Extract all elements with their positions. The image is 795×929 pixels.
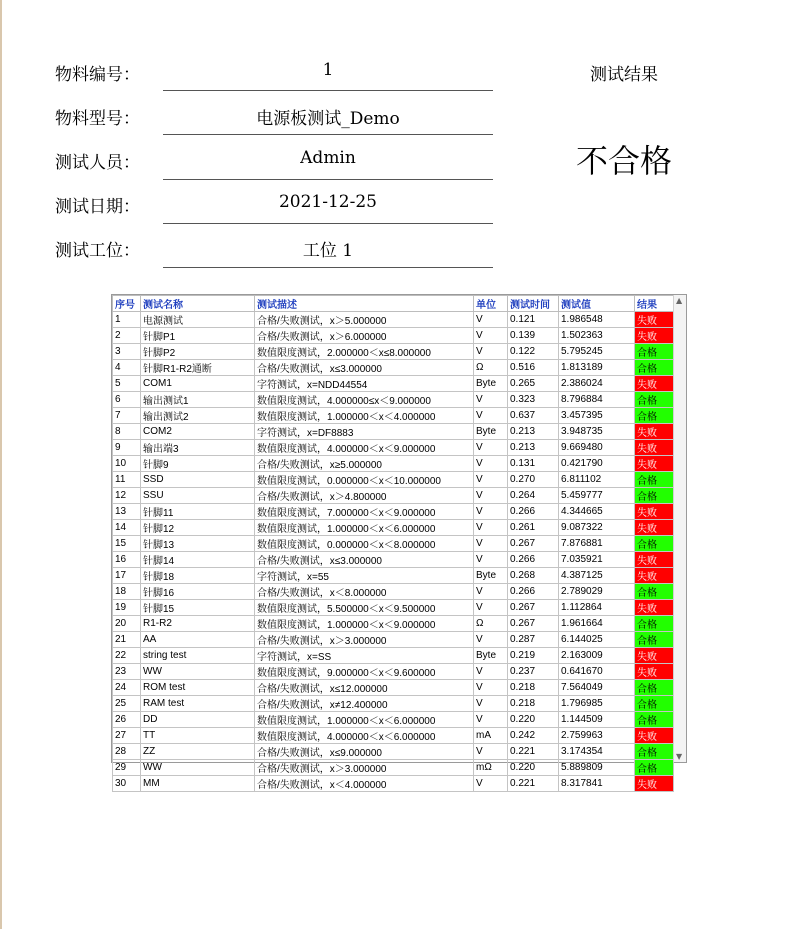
- cell-index: 2: [113, 328, 141, 344]
- cell-unit: V: [474, 664, 508, 680]
- cell-test-name: COM1: [141, 376, 255, 392]
- cell-result: 合格: [635, 584, 674, 600]
- table-row[interactable]: [113, 536, 674, 552]
- table-row[interactable]: [113, 632, 674, 648]
- table-row[interactable]: [113, 424, 674, 440]
- cell-result: 合格: [635, 680, 674, 696]
- cell-test-name: AA: [141, 632, 255, 648]
- results-table: [112, 295, 674, 792]
- cell-unit: Byte: [474, 424, 508, 440]
- table-row[interactable]: [113, 744, 674, 760]
- cell-description: 合格/失败测试，x≤12.000000: [255, 680, 474, 696]
- cell-value: 1.502363: [559, 328, 635, 344]
- cell-time: 0.221: [508, 744, 559, 760]
- cell-time: 0.218: [508, 696, 559, 712]
- table-row[interactable]: [113, 680, 674, 696]
- cell-description: 数值限度测试，1.000000＜x＜6.000000: [255, 712, 474, 728]
- material-no-value: 1: [322, 60, 334, 80]
- cell-time: 0.213: [508, 440, 559, 456]
- cell-value: 5.889809: [559, 760, 635, 776]
- cell-index: 28: [113, 744, 141, 760]
- cell-value: 4.387125: [559, 568, 635, 584]
- cell-result: 合格: [635, 760, 674, 776]
- cell-result: 失败: [635, 504, 674, 520]
- cell-unit: V: [474, 632, 508, 648]
- col-header-index[interactable]: 序号: [113, 296, 141, 312]
- cell-time: 0.121: [508, 312, 559, 328]
- table-row[interactable]: [113, 568, 674, 584]
- cell-time: 0.131: [508, 456, 559, 472]
- cell-result: 合格: [635, 488, 674, 504]
- cell-index: 18: [113, 584, 141, 600]
- cell-test-name: SSD: [141, 472, 255, 488]
- table-row[interactable]: [113, 456, 674, 472]
- cell-time: 0.267: [508, 616, 559, 632]
- table-row[interactable]: [113, 760, 674, 776]
- cell-time: 0.218: [508, 680, 559, 696]
- col-header-result[interactable]: 结果: [635, 296, 674, 312]
- cell-description: 合格/失败测试，x≤9.000000: [255, 744, 474, 760]
- cell-unit: V: [474, 776, 508, 792]
- cell-test-name: WW: [141, 760, 255, 776]
- cell-value: 2.163009: [559, 648, 635, 664]
- cell-test-name: RAM test: [141, 696, 255, 712]
- cell-result: 合格: [635, 344, 674, 360]
- cell-result: 失败: [635, 312, 674, 328]
- table-row[interactable]: [113, 584, 674, 600]
- cell-unit: V: [474, 680, 508, 696]
- cell-result: 合格: [635, 712, 674, 728]
- table-body: [113, 312, 674, 792]
- cell-time: 0.266: [508, 584, 559, 600]
- cell-result: 失败: [635, 664, 674, 680]
- cell-description: 合格/失败测试，x＞3.000000: [255, 760, 474, 776]
- cell-result: 失败: [635, 328, 674, 344]
- cell-test-name: 输出测试2: [141, 408, 255, 424]
- cell-index: 13: [113, 504, 141, 520]
- cell-value: 2.789029: [559, 584, 635, 600]
- cell-description: 数值限度测试，7.000000＜x＜9.000000: [255, 504, 474, 520]
- cell-description: 合格/失败测试，x＞3.000000: [255, 632, 474, 648]
- cell-value: 0.641670: [559, 664, 635, 680]
- test-date-label: 测试日期：: [55, 197, 140, 217]
- cell-description: 数值限度测试，0.000000＜x＜8.000000: [255, 536, 474, 552]
- cell-result: 失败: [635, 424, 674, 440]
- cell-time: 0.637: [508, 408, 559, 424]
- cell-index: 8: [113, 424, 141, 440]
- cell-value: 1.961664: [559, 616, 635, 632]
- cell-test-name: 针脚14: [141, 552, 255, 568]
- cell-unit: V: [474, 328, 508, 344]
- cell-unit: mΩ: [474, 760, 508, 776]
- cell-description: 字符测试，x=NDD44554: [255, 376, 474, 392]
- table-row[interactable]: [113, 312, 674, 328]
- cell-test-name: ZZ: [141, 744, 255, 760]
- cell-value: 9.669480: [559, 440, 635, 456]
- test-date-underline: [163, 223, 493, 224]
- cell-unit: V: [474, 392, 508, 408]
- cell-result: 合格: [635, 472, 674, 488]
- col-header-description[interactable]: 测试描述: [255, 296, 474, 312]
- cell-unit: V: [474, 696, 508, 712]
- material-model-label: 物料型号：: [55, 109, 140, 129]
- cell-time: 0.122: [508, 344, 559, 360]
- cell-test-name: ROM test: [141, 680, 255, 696]
- cell-description: 数值限度测试，4.000000＜x＜6.000000: [255, 728, 474, 744]
- cell-index: 14: [113, 520, 141, 536]
- cell-result: 失败: [635, 440, 674, 456]
- material-no-label: 物料编号：: [55, 65, 140, 85]
- cell-test-name: DD: [141, 712, 255, 728]
- cell-index: 3: [113, 344, 141, 360]
- table-row[interactable]: [113, 344, 674, 360]
- cell-value: 9.087322: [559, 520, 635, 536]
- cell-index: 11: [113, 472, 141, 488]
- cell-test-name: 针脚18: [141, 568, 255, 584]
- cell-value: 1.986548: [559, 312, 635, 328]
- cell-time: 0.264: [508, 488, 559, 504]
- cell-description: 数值限度测试，4.000000＜x＜9.000000: [255, 440, 474, 456]
- cell-time: 0.242: [508, 728, 559, 744]
- cell-unit: V: [474, 312, 508, 328]
- cell-index: 23: [113, 664, 141, 680]
- cell-index: 20: [113, 616, 141, 632]
- col-header-time[interactable]: 测试时间: [508, 296, 559, 312]
- cell-test-name: 针脚P1: [141, 328, 255, 344]
- table-row[interactable]: [113, 488, 674, 504]
- station-underline: [163, 267, 493, 268]
- cell-index: 12: [113, 488, 141, 504]
- cell-value: 0.421790: [559, 456, 635, 472]
- material-model-value: 电源板测试_Demo: [256, 109, 400, 129]
- cell-index: 9: [113, 440, 141, 456]
- cell-result: 失败: [635, 376, 674, 392]
- cell-index: 21: [113, 632, 141, 648]
- cell-description: 字符测试，x=SS: [255, 648, 474, 664]
- cell-result: 合格: [635, 696, 674, 712]
- test-result-value: 不合格: [575, 142, 672, 180]
- cell-time: 0.516: [508, 360, 559, 376]
- cell-test-name: 针脚16: [141, 584, 255, 600]
- cell-index: 4: [113, 360, 141, 376]
- cell-description: 数值限度测试，0.000000＜x＜10.000000: [255, 472, 474, 488]
- cell-index: 10: [113, 456, 141, 472]
- material-model-underline: [163, 134, 493, 135]
- cell-time: 0.265: [508, 376, 559, 392]
- tester-underline: [163, 179, 493, 180]
- cell-description: 数值限度测试，5.500000＜x＜9.500000: [255, 600, 474, 616]
- cell-index: 25: [113, 696, 141, 712]
- table-row[interactable]: [113, 376, 674, 392]
- cell-unit: V: [474, 552, 508, 568]
- cell-test-name: 针脚12: [141, 520, 255, 536]
- cell-index: 29: [113, 760, 141, 776]
- cell-time: 0.267: [508, 536, 559, 552]
- cell-description: 数值限度测试，1.000000＜x＜6.000000: [255, 520, 474, 536]
- cell-unit: Ω: [474, 360, 508, 376]
- cell-unit: V: [474, 536, 508, 552]
- cell-description: 合格/失败测试，x＜8.000000: [255, 584, 474, 600]
- cell-test-name: 针脚9: [141, 456, 255, 472]
- station-label: 测试工位：: [55, 241, 140, 261]
- scroll-down-icon[interactable]: ▼: [676, 752, 683, 761]
- table-row[interactable]: [113, 776, 674, 792]
- page-left-edge: [0, 0, 2, 929]
- table-row[interactable]: [113, 408, 674, 424]
- cell-index: 6: [113, 392, 141, 408]
- cell-unit: V: [474, 712, 508, 728]
- cell-value: 2.759963: [559, 728, 635, 744]
- cell-unit: mA: [474, 728, 508, 744]
- cell-result: 失败: [635, 728, 674, 744]
- tester-label: 测试人员：: [55, 153, 140, 173]
- cell-description: 数值限度测试，2.000000＜x≤8.000000: [255, 344, 474, 360]
- cell-value: 5.459777: [559, 488, 635, 504]
- cell-result: 失败: [635, 552, 674, 568]
- cell-value: 1.796985: [559, 696, 635, 712]
- cell-time: 0.219: [508, 648, 559, 664]
- cell-index: 7: [113, 408, 141, 424]
- cell-index: 30: [113, 776, 141, 792]
- cell-result: 失败: [635, 456, 674, 472]
- col-header-name[interactable]: 测试名称: [141, 296, 255, 312]
- cell-value: 1.112864: [559, 600, 635, 616]
- tester-value: Admin: [300, 148, 356, 168]
- cell-unit: V: [474, 584, 508, 600]
- cell-time: 0.139: [508, 328, 559, 344]
- cell-value: 7.035921: [559, 552, 635, 568]
- cell-unit: V: [474, 472, 508, 488]
- cell-test-name: 针脚R1-R2通断: [141, 360, 255, 376]
- table-row[interactable]: [113, 696, 674, 712]
- station-value: 工位 1: [302, 241, 354, 261]
- cell-unit: Byte: [474, 648, 508, 664]
- table-row[interactable]: [113, 552, 674, 568]
- cell-value: 8.317841: [559, 776, 635, 792]
- cell-unit: V: [474, 488, 508, 504]
- cell-value: 1.144509: [559, 712, 635, 728]
- cell-test-name: 针脚15: [141, 600, 255, 616]
- cell-result: 合格: [635, 360, 674, 376]
- table-row[interactable]: [113, 648, 674, 664]
- cell-time: 0.323: [508, 392, 559, 408]
- vertical-scrollbar[interactable]: [673, 295, 686, 762]
- cell-index: 27: [113, 728, 141, 744]
- cell-test-name: SSU: [141, 488, 255, 504]
- table-row[interactable]: [113, 712, 674, 728]
- cell-unit: V: [474, 344, 508, 360]
- cell-time: 0.237: [508, 664, 559, 680]
- table-header-row: [113, 296, 674, 312]
- table-row[interactable]: [113, 728, 674, 744]
- cell-test-name: 针脚13: [141, 536, 255, 552]
- cell-test-name: COM2: [141, 424, 255, 440]
- material-no-underline: [163, 90, 493, 91]
- cell-index: 1: [113, 312, 141, 328]
- table-row[interactable]: [113, 616, 674, 632]
- cell-time: 0.220: [508, 712, 559, 728]
- cell-test-name: MM: [141, 776, 255, 792]
- table-row[interactable]: [113, 600, 674, 616]
- cell-value: 7.564049: [559, 680, 635, 696]
- col-header-unit[interactable]: 单位: [474, 296, 508, 312]
- table-row[interactable]: [113, 504, 674, 520]
- cell-time: 0.270: [508, 472, 559, 488]
- cell-test-name: R1-R2: [141, 616, 255, 632]
- cell-unit: V: [474, 504, 508, 520]
- cell-description: 字符测试，x=DF8883: [255, 424, 474, 440]
- cell-unit: V: [474, 456, 508, 472]
- cell-value: 4.344665: [559, 504, 635, 520]
- cell-result: 合格: [635, 536, 674, 552]
- cell-result: 失败: [635, 520, 674, 536]
- cell-result: 失败: [635, 776, 674, 792]
- cell-description: 数值限度测试，1.000000＜x＜9.000000: [255, 616, 474, 632]
- cell-index: 17: [113, 568, 141, 584]
- cell-time: 0.267: [508, 600, 559, 616]
- table-row[interactable]: [113, 520, 674, 536]
- table-row[interactable]: [113, 360, 674, 376]
- cell-value: 6.811102: [559, 472, 635, 488]
- cell-description: 合格/失败测试，x＞4.800000: [255, 488, 474, 504]
- cell-index: 15: [113, 536, 141, 552]
- table-row[interactable]: [113, 392, 674, 408]
- results-grid[interactable]: [111, 294, 687, 791]
- cell-description: 合格/失败测试，x≠12.400000: [255, 696, 474, 712]
- cell-time: 0.266: [508, 504, 559, 520]
- cell-value: 2.386024: [559, 376, 635, 392]
- cell-result: 失败: [635, 568, 674, 584]
- cell-description: 合格/失败测试，x≤3.000000: [255, 552, 474, 568]
- cell-unit: Ω: [474, 616, 508, 632]
- cell-index: 22: [113, 648, 141, 664]
- cell-unit: V: [474, 408, 508, 424]
- cell-index: 5: [113, 376, 141, 392]
- cell-description: 数值限度测试，1.000000＜x＜4.000000: [255, 408, 474, 424]
- cell-description: 合格/失败测试，x≥5.000000: [255, 456, 474, 472]
- cell-result: 合格: [635, 408, 674, 424]
- cell-result: 失败: [635, 600, 674, 616]
- cell-value: 3.174354: [559, 744, 635, 760]
- cell-test-name: 针脚P2: [141, 344, 255, 360]
- cell-time: 0.266: [508, 552, 559, 568]
- col-header-value[interactable]: 测试值: [559, 296, 635, 312]
- cell-time: 0.221: [508, 776, 559, 792]
- cell-description: 合格/失败测试，x＜4.000000: [255, 776, 474, 792]
- cell-time: 0.220: [508, 760, 559, 776]
- cell-result: 合格: [635, 632, 674, 648]
- scroll-up-icon[interactable]: ▲: [676, 296, 683, 305]
- cell-test-name: TT: [141, 728, 255, 744]
- test-result-title: 测试结果: [590, 65, 658, 85]
- cell-test-name: 电源测试: [141, 312, 255, 328]
- cell-description: 字符测试，x=55: [255, 568, 474, 584]
- test-date-value: 2021-12-25: [278, 192, 377, 212]
- cell-index: 24: [113, 680, 141, 696]
- cell-time: 0.213: [508, 424, 559, 440]
- cell-time: 0.268: [508, 568, 559, 584]
- cell-description: 合格/失败测试，x＞5.000000: [255, 312, 474, 328]
- cell-unit: Byte: [474, 568, 508, 584]
- cell-result: 合格: [635, 744, 674, 760]
- cell-unit: V: [474, 600, 508, 616]
- cell-description: 数值限度测试，4.000000≤x＜9.000000: [255, 392, 474, 408]
- cell-index: 26: [113, 712, 141, 728]
- cell-test-name: string test: [141, 648, 255, 664]
- cell-unit: V: [474, 520, 508, 536]
- cell-time: 0.261: [508, 520, 559, 536]
- table-row[interactable]: [113, 440, 674, 456]
- cell-value: 6.144025: [559, 632, 635, 648]
- cell-description: 合格/失败测试，x＞6.000000: [255, 328, 474, 344]
- table-row[interactable]: [113, 328, 674, 344]
- cell-test-name: 输出端3: [141, 440, 255, 456]
- cell-description: 数值限度测试，9.000000＜x＜9.600000: [255, 664, 474, 680]
- cell-index: 19: [113, 600, 141, 616]
- cell-result: 失败: [635, 648, 674, 664]
- cell-value: 1.813189: [559, 360, 635, 376]
- cell-value: 7.876881: [559, 536, 635, 552]
- cell-index: 16: [113, 552, 141, 568]
- cell-unit: V: [474, 744, 508, 760]
- cell-test-name: WW: [141, 664, 255, 680]
- table-row[interactable]: [113, 664, 674, 680]
- cell-result: 合格: [635, 616, 674, 632]
- table-row[interactable]: [113, 472, 674, 488]
- cell-value: 3.457395: [559, 408, 635, 424]
- cell-time: 0.287: [508, 632, 559, 648]
- cell-unit: Byte: [474, 376, 508, 392]
- cell-test-name: 针脚11: [141, 504, 255, 520]
- cell-value: 5.795245: [559, 344, 635, 360]
- cell-value: 8.796884: [559, 392, 635, 408]
- cell-description: 合格/失败测试，x≤3.000000: [255, 360, 474, 376]
- cell-value: 3.948735: [559, 424, 635, 440]
- cell-unit: V: [474, 440, 508, 456]
- cell-result: 合格: [635, 392, 674, 408]
- cell-test-name: 输出测试1: [141, 392, 255, 408]
